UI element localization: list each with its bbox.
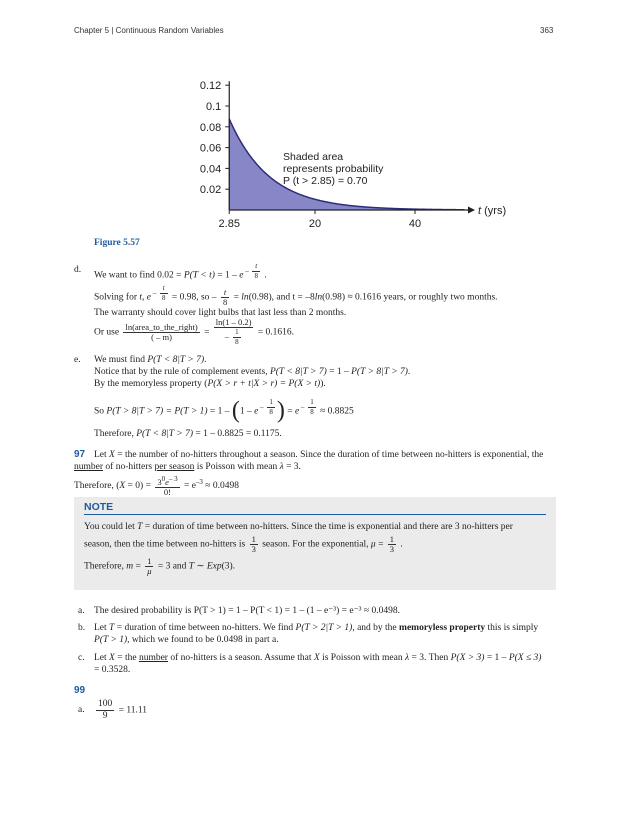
part-97b-marker: b. [78,623,86,633]
part-97a-line-1: The desired probability is P(T > 1) = 1 – P(T < 1) = 1 – (1 – e⁻³) = e⁻³ ≈ 0.0498. [94,606,400,616]
part-e-line-5: Therefore, P(T < 8|T > 7) = 1 – 0.8825 = 0.1175. [94,429,282,439]
x-axis-arrow [468,207,475,214]
part-d-line-3: The warranty should cover light bulbs that last less than 2 months. [94,308,347,318]
note-divider [84,514,546,515]
x-tick-label: 2.85 [218,218,240,230]
note-box [74,497,556,590]
note-line-1: You could let T = duration of time between no-hitters. Since the time is exponential and there are 3 no-hitters per [84,522,513,532]
part-99a-marker: a. [78,705,85,715]
part-d-line-4: Or use $\frac{\text{ln(area\_to\_the\_right)}}{( - m)}$ = ln(1 – 0.2) – $\frac{1}{8}$ = 0.1616. [94,317,295,346]
y-tick-label: 0.08 [199,121,222,134]
note-line-3: Therefore, m = $\frac{1}{\mu}$ = 3 and T ∼ Exp(3). [84,556,236,576]
part-e-line-2: Notice that by the rule of complement events, P(T < 8|T > 7) = 1 – P(T > 8|T > 7). [94,367,411,377]
x-tick-label: 40 [408,218,422,230]
part-97b-line-2: P(T > 1), which we found to be 0.0498 in part a. [94,635,279,645]
problem-97-line-3: Therefore, (X = 0) = $\frac{3^0e^{- 3}}{0!}$ = $e^{-3} \approx 0.0498$ [74,475,240,497]
part-97c-marker: c. [78,653,85,663]
note-title: NOTE [84,501,114,513]
page-number: 363 [540,26,554,35]
part-e-marker: e. [74,355,81,365]
note-line-2: season, then the time between no-hitters is $\frac{1}{3}$ season. For the exponential, μ = $\frac{1}{3}$ . [84,534,403,554]
chart-annotation-line: Shaded area [283,151,344,163]
part-97c-line-1: Let X = the number of no-hitters is a season. Assume that X is Poisson with mean λ = 3. Then P(X > 3) = 1 – P(X ≤ 3) [94,653,542,663]
y-tick-label: 0.04 [199,163,222,176]
part-97c-line-2: = 0.3528. [94,665,131,675]
problem-99-number: 99 [74,685,86,696]
part-d-marker: d. [74,265,82,275]
part-d-line-1: We want to find 0.02 = P(T < t) = 1 – e $^{- \frac{t}{8}}$ . [94,262,267,281]
part-e-line-3: By the memoryless property (P(X > r + t|X > r) = P(X > t)). [94,379,326,389]
figure-caption: Figure 5.57 [94,238,140,248]
problem-97-line-2: number of no-hitters per season is Poisson with mean λ = 3. [74,462,301,472]
y-tick-label: 0.1 [205,101,222,113]
part-e-line-4: So P(T > 8|T > 7) = P(T > 1) = 1 – (1 – e $^{- \frac{1}{8}}$ ) = e $^{- \frac{1}{8}}$ ≈ 0.8825 [94,397,354,424]
running-header: Chapter 5 | Continuous Random Variables [74,26,224,35]
part-e-line-1: We must find P(T < 8|T > 7). [94,355,207,365]
x-tick-label: 20 [308,218,322,230]
y-tick-label: 0.02 [199,184,222,197]
y-tick-label: 0.06 [199,142,222,155]
chart-annotation-line: P (t > 2.85) = 0.70 [283,175,368,187]
y-tick-label: 0.12 [199,80,222,93]
exponential-area-chart [170,68,507,238]
part-97a-marker: a. [78,606,85,616]
problem-97-line-1: Let X = the number of no-hitters throughout a season. Since the duration of time between no-hitters is exponential, the [94,450,544,460]
chart-annotation-line: represents probability [283,163,384,175]
part-d-line-2: Solving for t, e $^{- \frac{t}{8}}$ = 0.98, so – $\frac{t}{8}$ = ln(0.98), and t = –8ln(0.98) ≈ 0.1616 years, or roughly two months. [94,284,498,307]
problem-97-number: 97 [74,449,86,460]
x-axis-label: t (yrs) [478,205,507,217]
part-97b-line-1: Let T = duration of time between no-hitters. We find P(T > 2|T > 1), and by the memoryless property this is simply [94,623,539,633]
part-99a-line: $\frac{100}{9}$ = 11.11 [98,699,148,721]
